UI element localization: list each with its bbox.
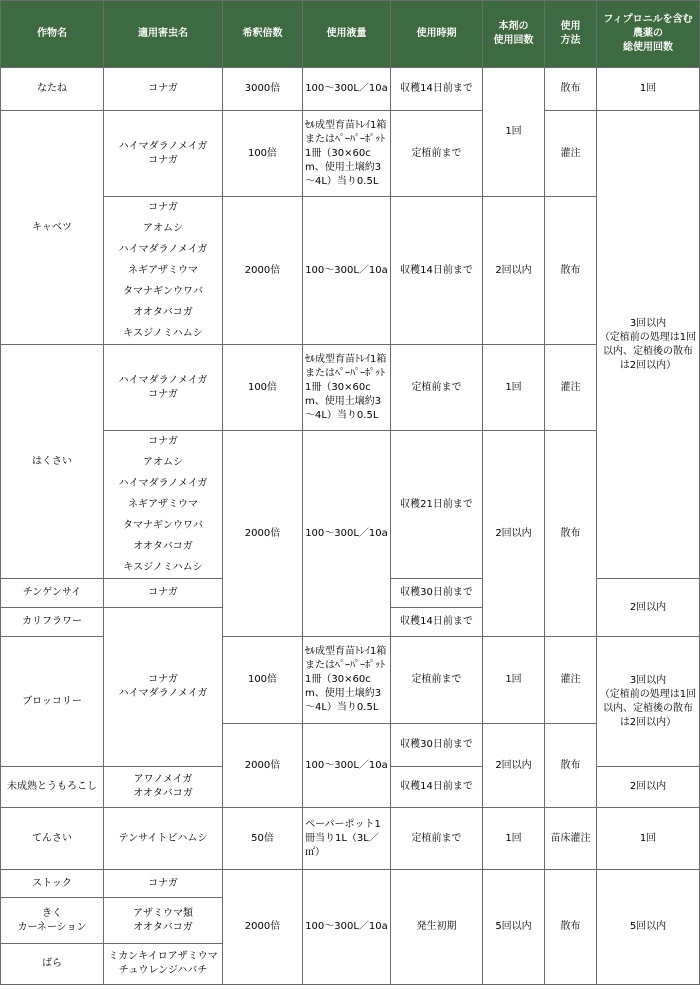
header-method: 使用 方法 [545,1,597,68]
dilution-cell: 100倍 [223,111,303,197]
dilution-cell: 100倍 [223,637,303,724]
pest-name: ハイマダラノメイガ [118,140,208,152]
pest-name: ハイマダラノメイガ [118,244,208,255]
crop-cell: 未成熟とうもろこし [1,767,104,808]
total-cell: 5回以内 [597,870,700,985]
pest-name: オオタバコガ [133,788,193,799]
crop-cell: きく カーネーション [1,898,104,944]
method-cell: 灌注 [545,637,597,724]
pest-cell: コナガ [104,579,223,608]
count-cell: 1回 [483,808,545,870]
method-cell: 散布 [545,431,597,637]
total-cell: 1回 [597,68,700,111]
total-cell: 3回以内 （定植前の処理は1回以内、定植後の散布は2回以内） [597,637,700,767]
timing-cell: 定植前まで [391,808,483,870]
count-cell: 1回 [483,637,545,724]
header-row [1,1,700,68]
pest-name: キスジノミハムシ [123,562,203,573]
table-row [1,197,700,345]
pest-cell [104,431,223,579]
volume-cell: 100～300L／10a [303,870,391,985]
count-cell: 1回 [483,68,545,197]
crop-cell: ばら [1,944,104,985]
dilution-cell: 50倍 [223,808,303,870]
table-row [1,111,700,197]
volume-cell: 100～300L／10a [303,431,391,637]
count-cell: 1回 [483,345,545,431]
pest-cell: コナガ [104,68,223,111]
pest-name: アワノメイガ [133,774,193,785]
pest-cell [104,608,223,767]
total-cell: 1回 [597,808,700,870]
pest-name: コナガ [148,436,178,447]
volume-cell: ｾﾙ成型育苗ﾄﾚｲ1箱またはﾍﾟｰﾊﾟｰﾎﾟｯﾄ1冊（30×60cm、使用土壌約3～4L）当り0.5L [303,111,391,197]
method-cell: 散布 [545,870,597,985]
pest-cell [104,898,223,944]
timing-cell: 収穫14日前まで [391,68,483,111]
table-row [1,345,700,431]
pest-cell: コナガ [104,870,223,898]
volume-cell: 100～300L／10a [303,724,391,808]
method-cell: 灌注 [545,345,597,431]
header-dilution: 希釈倍数 [223,1,303,68]
timing-cell: 定植前まで [391,111,483,197]
pest-name: コナガ [148,674,178,685]
method-cell: 灌注 [545,111,597,197]
crop-cell: チンゲンサイ [1,579,104,608]
table-row [1,431,700,579]
pest-name: ハイマダラノメイガ [118,478,208,489]
method-cell: 苗床灌注 [545,808,597,870]
crop-cell: なたね [1,68,104,111]
header-total: フィプロニルを含む 農薬の 総使用回数 [597,1,700,68]
pest-name: コナガ [148,202,178,213]
pest-cell [104,345,223,431]
pest-name: アオムシ [143,457,183,468]
count-cell: 2回以内 [483,431,545,637]
volume-cell: ｾﾙ成型育苗ﾄﾚｲ1箱またはﾍﾟｰﾊﾟｰﾎﾟｯﾄ1冊（30×60cm、使用土壌約3～4L）当り0.5L [303,637,391,724]
dilution-cell: 2000倍 [223,724,303,808]
header-count: 本剤の 使用回数 [483,1,545,68]
volume-cell: ｾﾙ成型育苗ﾄﾚｲ1箱またはﾍﾟｰﾊﾟｰﾎﾟｯﾄ1冊（30×60cm、使用土壌約3～4L）当り0.5L [303,345,391,431]
pest-name: オオタバコガ [133,307,193,318]
pest-name: ハイマダラノメイガ [118,688,208,699]
count-cell: 2回以内 [483,197,545,345]
total-cell: 2回以内 [597,767,700,808]
pest-name: キスジノミハムシ [123,328,203,339]
header-timing: 使用時期 [391,1,483,68]
pest-name: アオムシ [143,223,183,234]
method-cell: 散布 [545,724,597,808]
timing-cell: 発生初期 [391,870,483,985]
header-crop: 作物名 [1,1,104,68]
pest-cell: テンサイトビハムシ [104,808,223,870]
pest-name: チュウレンジハバチ [118,965,208,976]
dilution-cell: 3000倍 [223,68,303,111]
timing-cell: 収穫30日前まで [391,579,483,608]
pest-name: タマナギンウワバ [123,286,203,297]
pest-name: オオタバコガ [133,541,193,552]
pest-name: オオタバコガ [133,921,193,933]
timing-cell: 定植前まで [391,637,483,724]
timing-cell: 収穫14日前まで [391,197,483,345]
timing-cell: 収穫21日前まで [391,431,483,579]
timing-cell: 収穫30日前まで [391,724,483,767]
volume-cell: 100～300L／10a [303,68,391,111]
total-cell: 2回以内 [597,579,700,637]
method-cell: 散布 [545,197,597,345]
pest-cell [104,111,223,197]
volume-cell: ペーパーポット1冊当り1L（3L／㎡） [303,808,391,870]
dilution-cell: 2000倍 [223,197,303,345]
pest-name: アザミウマ類 [133,907,193,919]
table-row [1,808,700,870]
pest-name: タマナギンウワバ [123,520,203,531]
pest-cell [104,944,223,985]
crop-cell: ブロッコリー [1,637,104,767]
pest-name: コナガ [148,388,178,400]
header-volume: 使用液量 [303,1,391,68]
crop-cell: はくさい [1,345,104,579]
dilution-cell: 2000倍 [223,870,303,985]
pest-name: ネギアザミウマ [128,499,198,510]
count-cell: 5回以内 [483,870,545,985]
crop-cell: キャベツ [1,111,104,345]
table-row [1,68,700,111]
count-cell: 2回以内 [483,724,545,808]
dilution-cell: 2000倍 [223,431,303,637]
timing-cell: 定植前まで [391,345,483,431]
crop-cell: カリフラワー [1,608,104,637]
pest-name: ハイマダラノメイガ [118,374,208,386]
timing-cell: 収穫14日前まで [391,608,483,637]
crop-cell: てんさい [1,808,104,870]
pest-cell [104,197,223,345]
pest-name: コナガ [148,154,178,166]
volume-cell: 100～300L／10a [303,197,391,345]
table-row [1,870,700,898]
timing-cell: 収穫14日前まで [391,767,483,808]
pest-name: ネギアザミウマ [128,265,198,276]
crop-cell: ストック [1,870,104,898]
pest-name: ミカンキイロアザミウマ [108,951,218,962]
dilution-cell: 100倍 [223,345,303,431]
header-pest: 適用害虫名 [104,1,223,68]
method-cell: 散布 [545,68,597,111]
pest-cell [104,767,223,808]
total-cell: 3回以内 （定植前の処理は1回以内、定植後の散布は2回以内） [597,111,700,579]
